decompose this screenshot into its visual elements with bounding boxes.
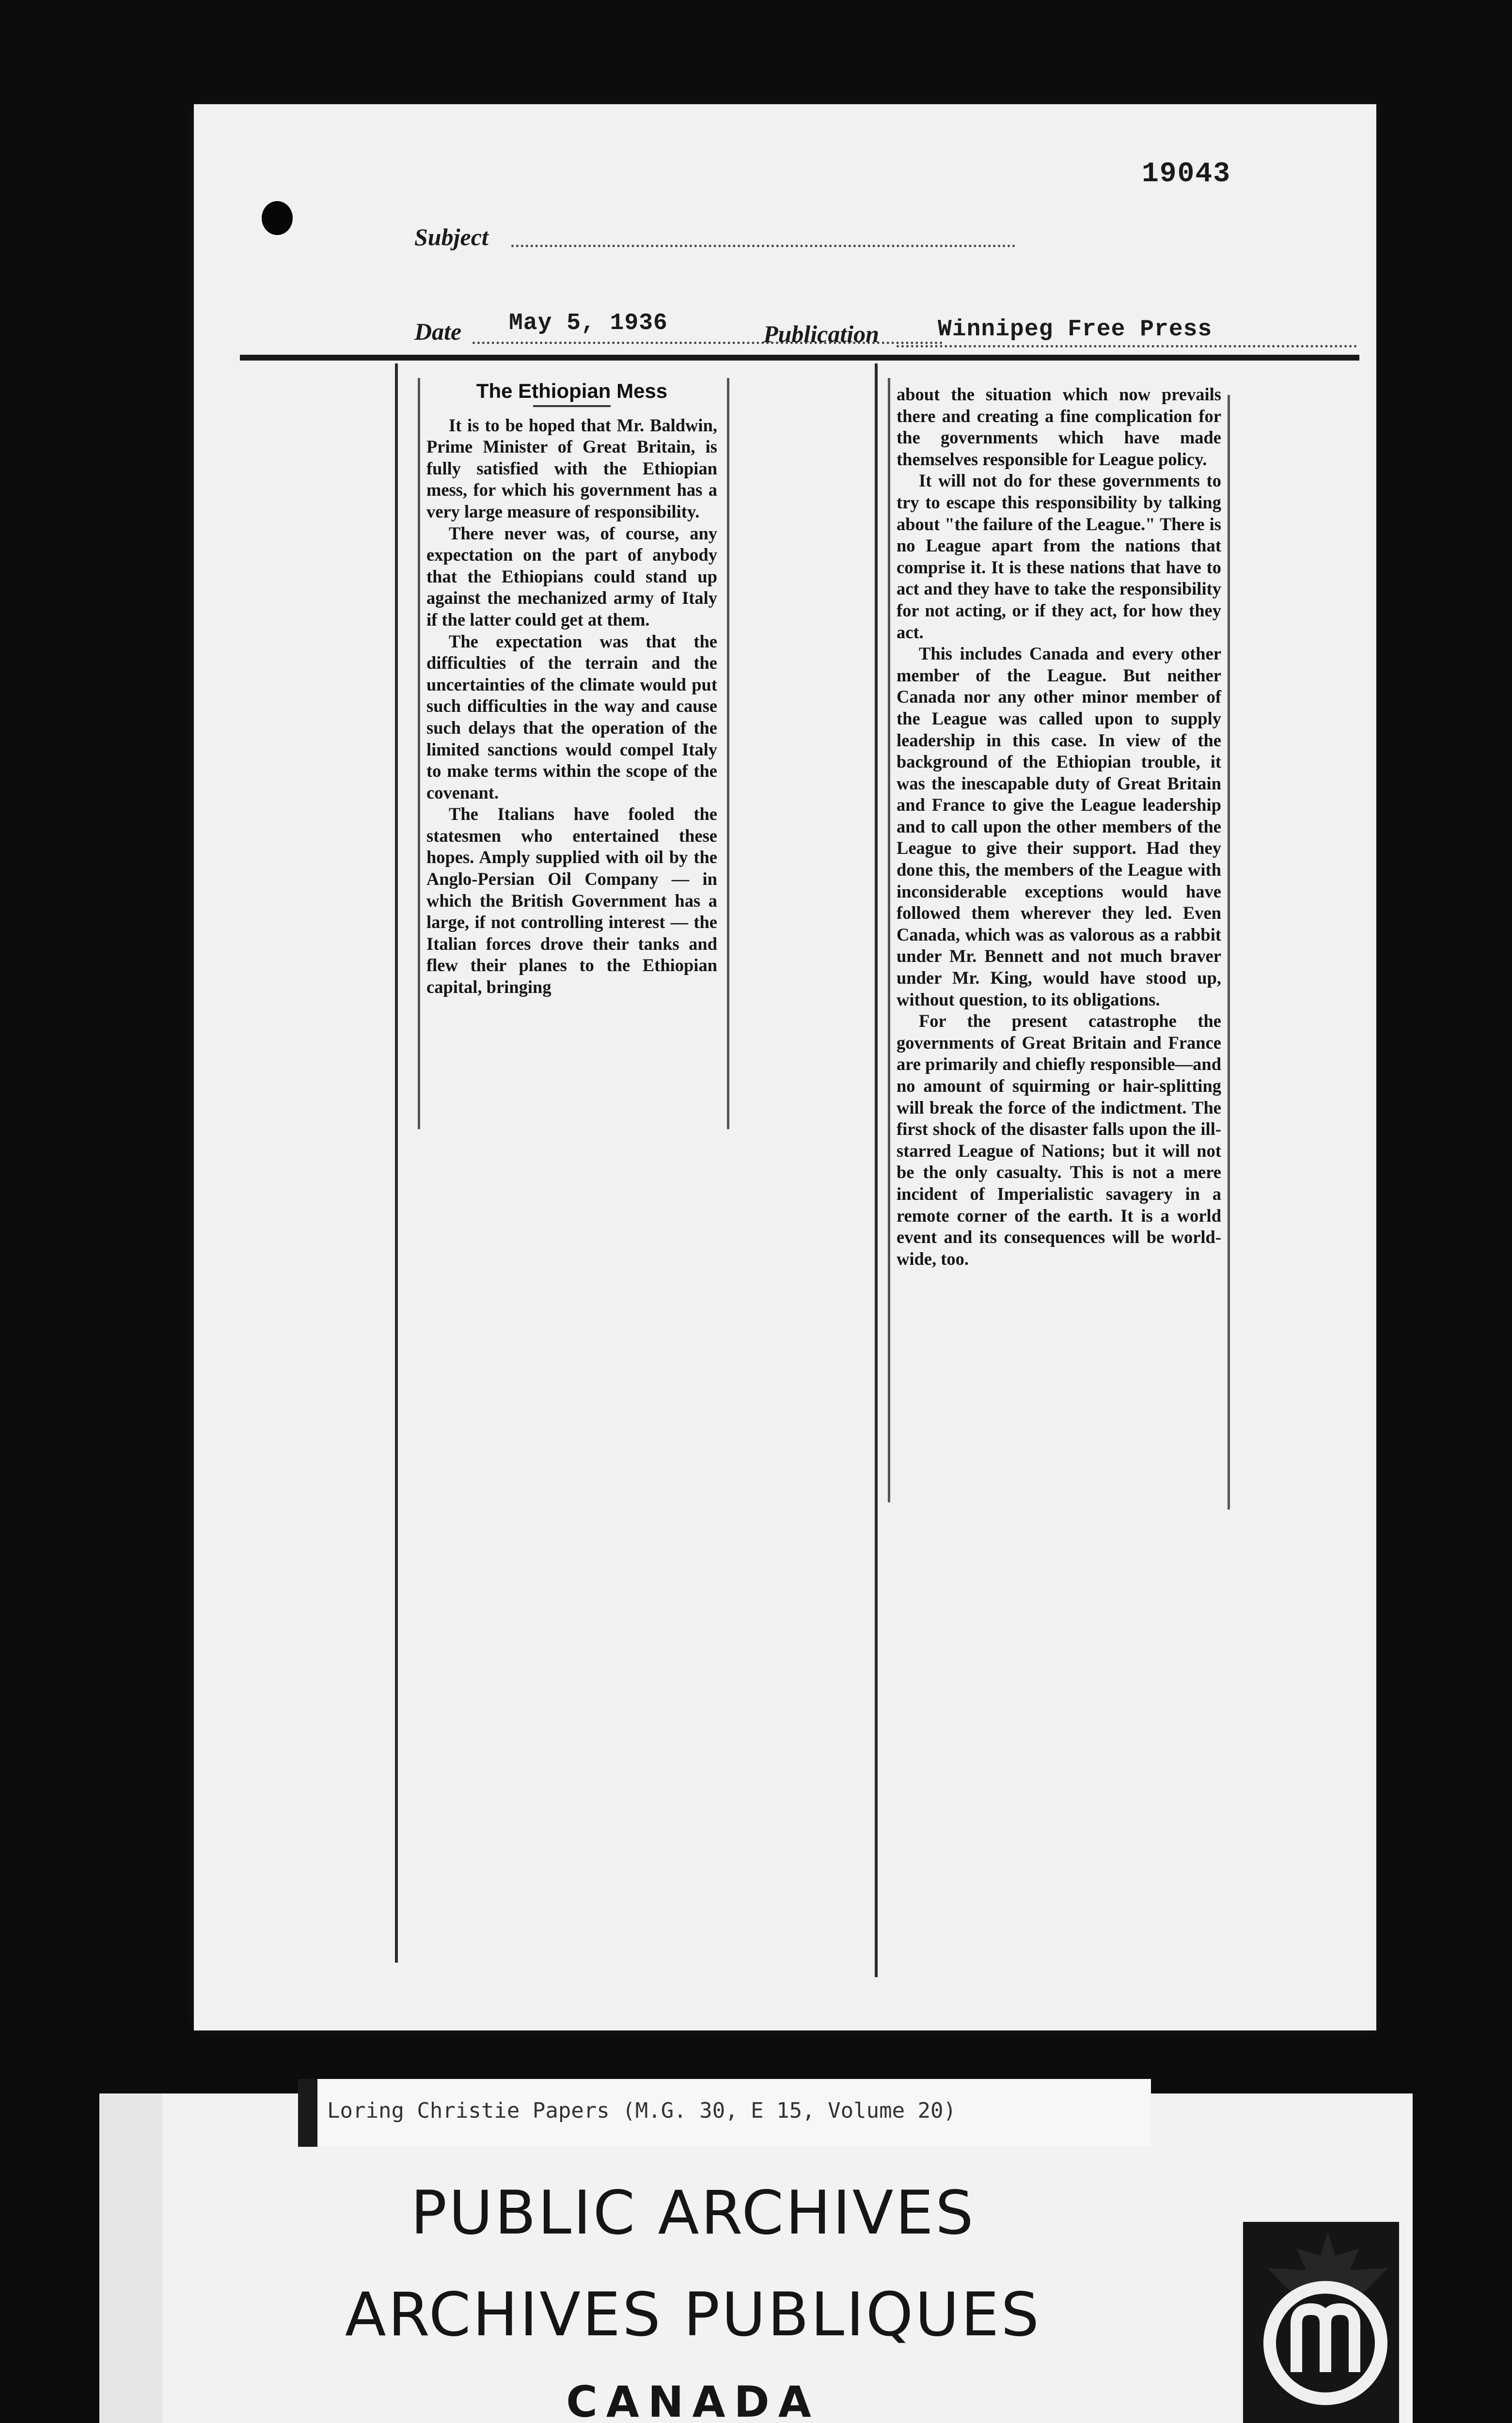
date-label: Date — [414, 318, 462, 345]
clipping-edge-right — [727, 378, 729, 1129]
paragraph-continuation: about the situation which now prevails there and creating a fine complication for the governments which have made themselves responsible for League policy. — [897, 384, 1221, 469]
paragraph: This includes Canada and every other member of the League. But neither Canada nor any other minor member of the League was called upon to supply leadership in this case. In view of the background of the Ethiopian trouble, it was the inescapable duty of Great Britain and France to give the League leadership and to call upon the other members of the League to give their support. Had they done this, the members of the League with inconsiderable exceptions would have followed them wherever they led. Even Canada, which was as valorous as a rabbit under Mr. Bennett and not much braver under Mr. King, would have stood up, without question, to its obligations. — [897, 644, 1221, 1009]
logo-icon — [1243, 2222, 1413, 2423]
paragraph: It will not do for these governments to try to escape this responsibility by talking about "the failure of the League." There is no League apart from the nations that comprise it. It is these nations that have to act and they have to take the responsibility for not acting, or if they act, for how they act. — [897, 471, 1221, 642]
article-title: The Ethiopian Mess — [476, 379, 668, 402]
article-column-1 — [426, 380, 717, 998]
publication-value: Winnipeg Free Press — [938, 316, 1213, 343]
clipping-edge-left — [418, 378, 420, 1129]
publication-dotted-line — [897, 345, 1357, 347]
subject-dotted-line — [511, 245, 1015, 247]
article-column-2 — [897, 384, 1221, 1270]
header-rule — [240, 355, 1359, 361]
clipping-edge-right-2 — [1228, 395, 1230, 1510]
title-rule — [533, 405, 611, 407]
date-value: May 5, 1936 — [509, 310, 668, 336]
reference-text: Loring Christie Papers (M.G. 30, E 15, Volume 20) — [327, 2098, 957, 2123]
archive-title-en: PUBLIC ARCHIVES — [410, 2178, 976, 2248]
paragraph: It is to be hoped that Mr. Baldwin, Prime Minister of Great Britain, is fully satisfied with the Ethiopian mess, for which his government has a very large measure of responsibility. — [426, 415, 717, 521]
publication-label: Publication — [763, 320, 879, 347]
archive-country: CANADA — [566, 2377, 820, 2423]
clipping-sheet — [194, 104, 1376, 2030]
paragraph: There never was, of course, any expectation on the part of anybody that the Ethiopians could stand up against the mechanized army of Italy if the latter could get at them. — [426, 523, 717, 629]
document-number: 19043 — [1141, 158, 1231, 190]
reference-label — [298, 2079, 1151, 2147]
punch-hole — [262, 201, 293, 235]
subject-label: Subject — [414, 223, 488, 251]
clipping-edge-left-2 — [888, 378, 890, 1502]
paragraph: For the present catastrophe the governments of Great Britain and France are primarily and chiefly responsible—and no amount of squirming or hair-splitting will break the force of the indictment. The first shock of the disaster falls upon the ill-starred League of Nations; but it will not be the only casualty. This is not a mere incident of Imperialistic savagery in a remote corner of the earth. It is a world event and its consequences will be world-wide, too. — [897, 1011, 1221, 1269]
column-rule-middle — [875, 363, 878, 1977]
archive-title-fr: ARCHIVES PUBLIQUES — [345, 2280, 1041, 2350]
card-shade — [99, 2093, 162, 2423]
paragraph: The Italians have fooled the statesmen who entertained these hopes. Amply supplied with oil by the Anglo-Persian Oil Company — in which the British Government has a large, if not controlling interest — the Italian forces drove their tanks and flew their planes to the Ethiopian capital, bringing — [426, 804, 717, 997]
paragraph: The expectation was that the difficulties of the terrain and the uncertainties of the climate would put such difficulties in the way and cause such delays that the operation of the limited sanctions would compel Italy to make terms within the scope of the covenant. — [426, 631, 717, 802]
logo-edge — [1399, 2222, 1413, 2423]
archives-canada-logo — [1243, 2222, 1413, 2423]
column-rule-left — [395, 363, 398, 1963]
